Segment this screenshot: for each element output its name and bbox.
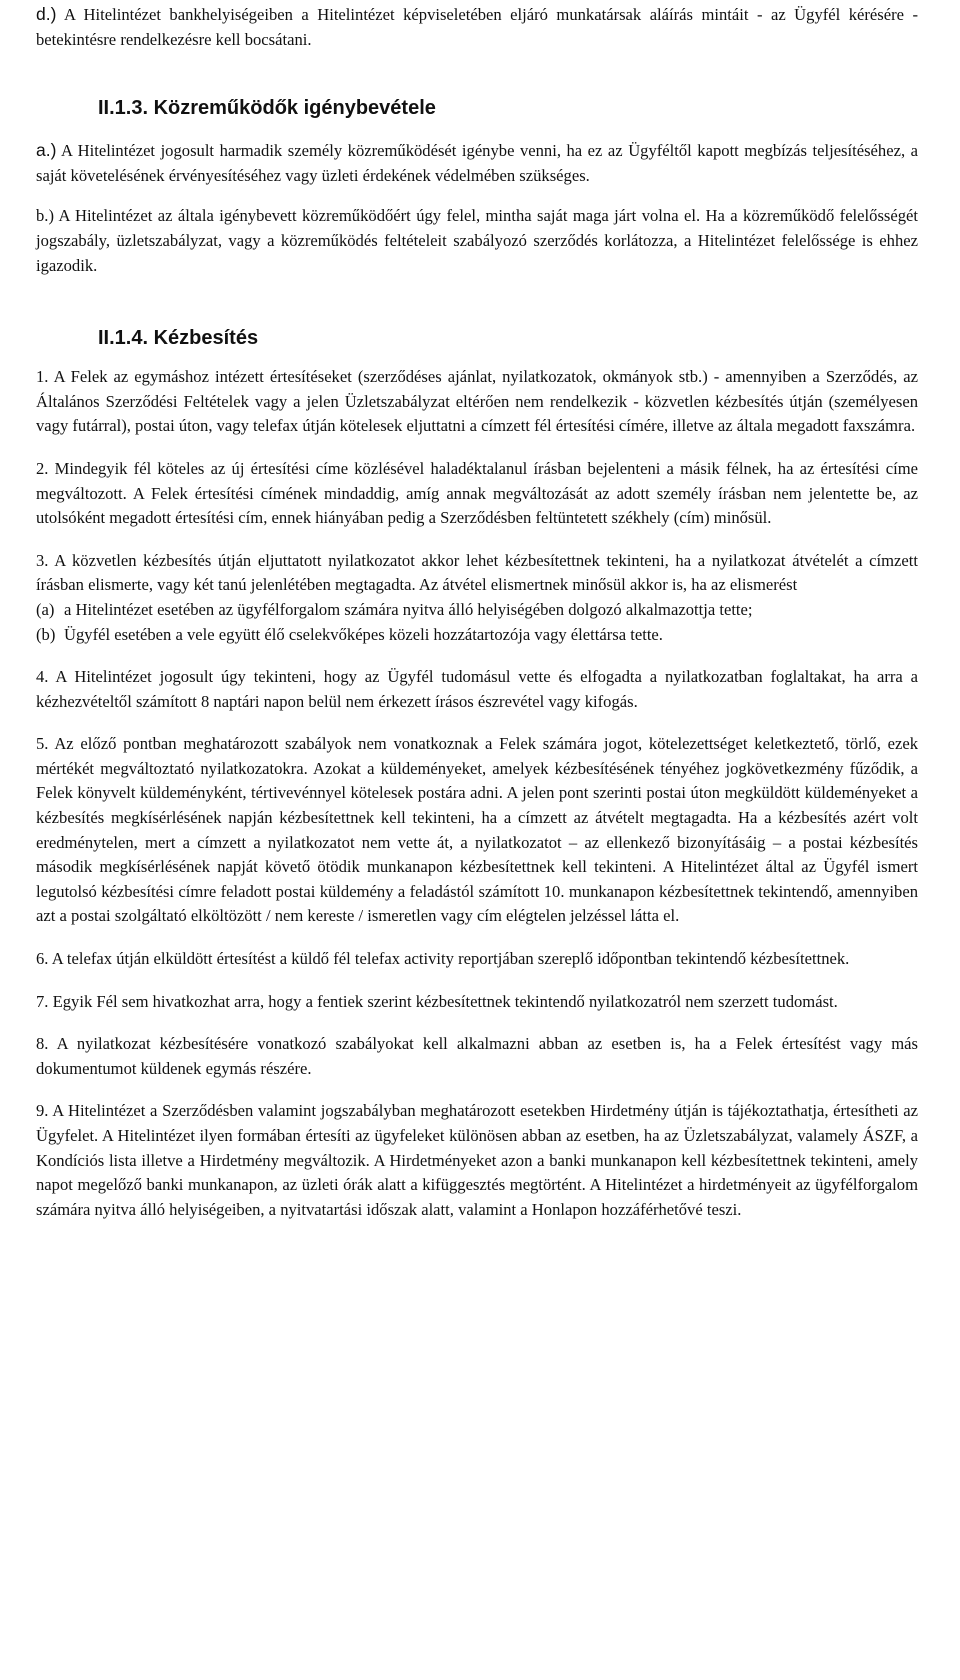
item-text: A telefax útján elküldött értesítést a küldő fél telefax activity reportjában szereplő időpontban tekintendő kézbesítettnek.	[51, 949, 850, 969]
sub-item-a	[36, 598, 918, 623]
item-text: A Hitelintézet a Szerződésben valamint jogszabályban meghatározott esetekben Hirdetmény útján is tájékoztathatja, értesítheti az Ügyfelet. A Hitelintézet ilyen formában értesíti az ügyfeleket különösen abban az esetben, ha az Üzletszabályzat, valamely ÁSZF, a Kondíciós lista illetve a Hirdetmény megváltozik. A Hirdetményeket azon a banki munkanapon kell kézbesítettnek tekinteni, amely napot megelőző banki munkanapon, az üzleti órák alatt a kifüggesztés megtörtént. A Hitelintézet a hirdetményeit az ügyfélforgalom számára nyitva álló helyiségeiben, a nyitvatartási időszak alatt, valamint a Honlapon hozzáférhetővé teszi.	[36, 1101, 918, 1219]
item-number: 4.	[36, 667, 49, 687]
sub-item-text: a Hitelintézet esetében az ügyfélforgalom számára nyitva álló helyiségében dolgozó alkalmazottja tette;	[64, 599, 753, 619]
list-item	[36, 1099, 918, 1222]
item-text: A közvetlen kézbesítés útján eljuttatott nyilatkozatot akkor lehet kézbesítettnek tekinteni, ha a nyilatkozat átvételét a címzett írásban elismerte, vagy két tanú jelenlétében megtagadta. Az átvétel elismertnek minősül akkor is, ha az elismerést	[36, 550, 918, 595]
list-item	[36, 732, 918, 929]
paragraph-label: a.)	[36, 140, 57, 161]
item-number: 3.	[36, 550, 49, 570]
paragraph-text: A Hitelintézet bankhelyiségeiben a Hitelintézet képviseletében eljáró munkatársak aláírás mintáit - az Ügyfél kérésére - betekintésre rendelkezésre kell bocsátani.	[36, 5, 918, 49]
item-text: Az előző pontban meghatározott szabályok nem vonatkoznak a Felek számára jogot, kötelezettséget keletkeztető, törlő, ezek mértékét megváltoztató nyilatkozatokra. Azokat a küldeményeket, amelyek kézbesítésének tényéhez jogkövetkezmény fűződik, a Felek könyvelt küldeményként, tértivevénnyel kötelesek postára adni. A jelen pont szerinti postai úton megküldött küldeményeket a kézbesítés megkísérlésének napján kézbesítettnek kell tekinteni, ha a címzett az átvételt megtagadta. Ha a kézbesítés azért volt eredménytelen, mert a címzett a nyilatkozatot nem vette át, a nyilatkozatot – az ellenkező bizonyításáig – a postai kézbesítés második megkísérlésének napját követő ötödik munkanapon kézbesítettnek kell tekinteni. A Hitelintézet által az Ügyfél ismert legutolsó kézbesítési címre feladott postai küldemény a feladástól számított 10. munkanapon kézbesítettnek tekintendő, amennyiben azt a postai szolgáltató elköltözött / nem kereste / ismeretlen vagy cím elégtelen jelzéssel látta el.	[36, 734, 919, 926]
paragraph-label: d.)	[36, 4, 57, 24]
list-item	[36, 365, 918, 439]
list-item	[36, 665, 918, 714]
item-number: 8.	[36, 1034, 49, 1054]
item-body	[36, 549, 918, 598]
list-item	[36, 990, 918, 1015]
item-number: 7.	[36, 991, 49, 1011]
paragraph-text: A Hitelintézet az általa igénybevett közreműködőért úgy felel, mintha saját maga járt volna el. Ha a közreműködő felelősségét jogszabály, üzletszabályzat, vagy a közreműködés feltételeit szabályozó szerződés korlátozza, a Hitelintézet felelőssége is ehhez igazodik.	[36, 206, 918, 275]
paragraph-a	[36, 138, 918, 188]
item-number: 6.	[36, 949, 49, 969]
numbered-list	[36, 365, 918, 1222]
list-item	[36, 1032, 918, 1081]
section-heading-kozremukodok: II.1.3. Közreműködők igénybevétele	[98, 97, 436, 120]
item-text: Egyik Fél sem hivatkozhat arra, hogy a fentiek szerint kézbesítettnek tekintendő nyilatkozatról nem szerzett tudomást.	[52, 991, 838, 1011]
paragraph-text: A Hitelintézet jogosult harmadik személy közreműködését igénybe venni, ha ez az Ügyféltől kapott megbízás teljesítéséhez, a saját követelésének érvényesítéséhez vagy üzleti érdekének védelmében szükséges.	[36, 141, 918, 185]
item-text: Mindegyik fél köteles az új értesítési címe közlésével haladéktalanul írásban bejelenteni a másik félnek, ha az értesítési címe megváltozott. A Felek értesítési címének mindaddig, amíg annak megváltozását az adott személy írásban nem jelentette be, az utolsóként megadott értesítési cím, ennek hiányában pedig a Szerződésben feltüntetett székhely (cím) minősül.	[36, 458, 918, 528]
item-text: A Hitelintézet jogosult úgy tekinteni, hogy az Ügyfél tudomásul vette és elfogadta a nyilatkozatban foglaltakat, ha arra a kézhezvételtől számított 8 naptári napon belül nem érkezett írásos észrevétel vagy kifogás.	[36, 667, 919, 711]
item-text: A nyilatkozat kézbesítésére vonatkozó szabályokat kell alkalmazni abban az esetben is, ha a Felek értesítést vagy más dokumentumot küldenek egymás részére.	[36, 1034, 918, 1078]
section-heading-kezbesites: II.1.4. Kézbesítés	[98, 327, 259, 350]
sub-item-label: (b)	[36, 624, 56, 644]
paragraph-d	[36, 2, 918, 52]
item-number: 1.	[36, 367, 49, 387]
paragraph-label: b.)	[36, 206, 54, 226]
sub-item-text: Ügyfél esetében a vele együtt élő cselekvőképes közeli hozzátartozója vagy élettársa tette.	[64, 624, 663, 644]
document-page	[0, 2, 960, 1222]
item-number: 2.	[36, 458, 49, 478]
list-item	[36, 549, 918, 647]
item-number: 9.	[36, 1101, 49, 1121]
item-number: 5.	[36, 734, 49, 754]
paragraph-b	[36, 204, 918, 278]
list-item	[36, 947, 918, 972]
sub-item-label: (a)	[36, 599, 55, 619]
sub-item-b	[36, 623, 918, 648]
item-text: A Felek az egymáshoz intézett értesítéseket (szerződéses ajánlat, nyilatkozatok, okmányok stb.) - amennyiben a Szerződés, az Általános Szerződési Feltételek vagy a jelen Üzletszabályzat eltérően nem rendelkezik - közvetlen kézbesítés útján (személyesen vagy futárral), postai úton, vagy telefax útján kötelesek eljuttatni a címzett fél értesítési címére, illetve az általa megadott faxszámra.	[36, 367, 918, 436]
list-item	[36, 457, 918, 531]
